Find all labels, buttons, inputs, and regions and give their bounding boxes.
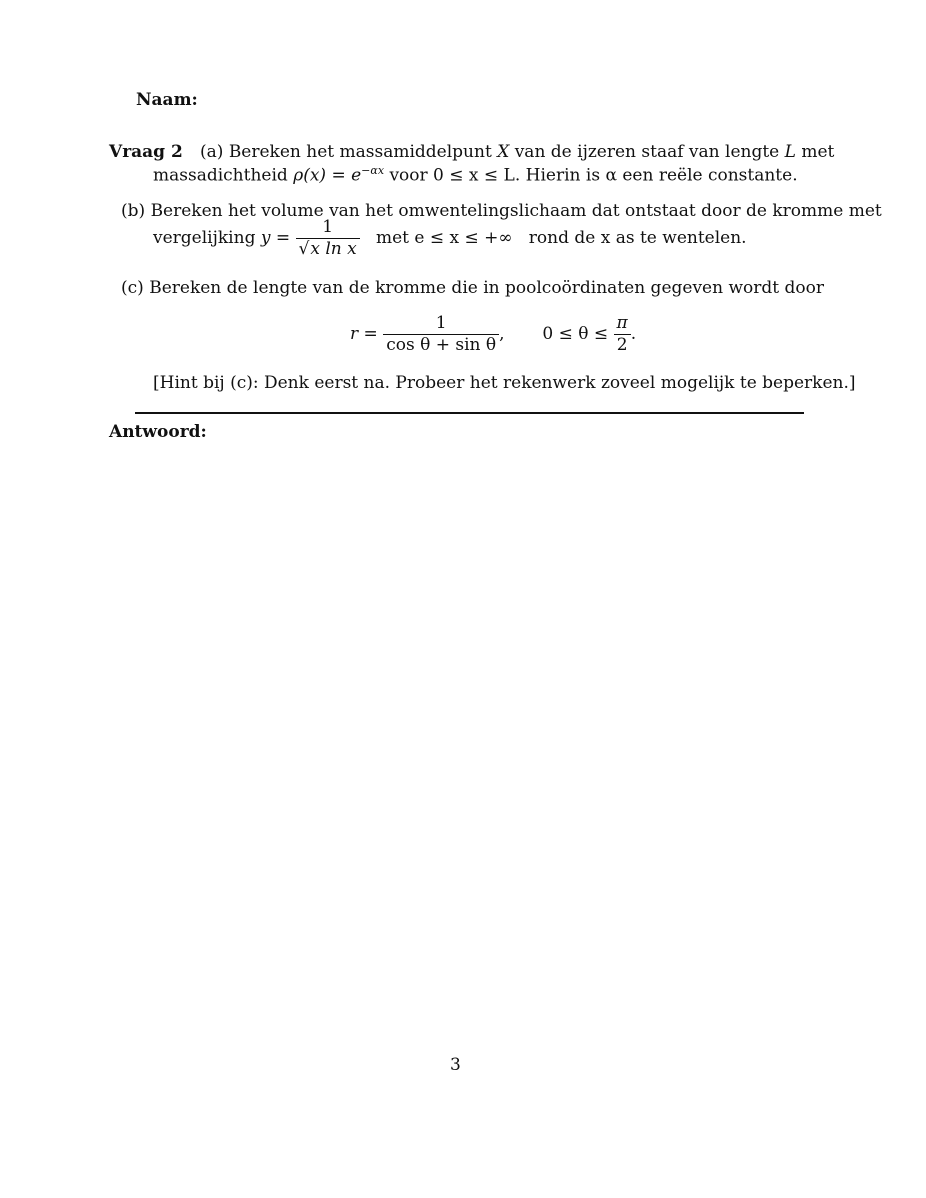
density-formula: ρ(x) = e: [293, 165, 362, 186]
part-c-fraction: $\frac{1}{\text{cos θ + sin θ}}$: [383, 314, 499, 355]
density-exponent: −αx: [361, 164, 385, 177]
part-c-marker: (c): [121, 278, 144, 298]
question-label: Vraag 2: [109, 142, 183, 162]
answer-label: Antwoord:: [109, 422, 207, 442]
part-b-line2: vergelijking y = $\frac{1}{\text{√x ln x}}$ met e ≤ x ≤ +∞ rond de x as te wentelen.: [153, 217, 747, 259]
part-a-line1: (a) Bereken het massamiddelpunt X van de ijzeren staaf van lengte L met: [200, 142, 835, 162]
part-b-marker: (b): [121, 201, 146, 221]
page-number: 3: [450, 1055, 461, 1075]
part-b-line1: (b) Bereken het volume van het omwentelingslichaam dat ontstaat door de kromme met: [121, 201, 882, 221]
divider-line: [135, 412, 804, 414]
name-label: Naam:: [136, 90, 198, 110]
part-c-equation: r = $\frac{1}{\text{cos θ + sin θ}}$ , 0 ≤ θ ≤ $\frac{\pi}{2}$ .: [350, 313, 637, 355]
part-c-line1: (c) Bereken de lengte van de kromme die in poolcoördinaten gegeven wordt door: [121, 278, 824, 298]
part-a-line2: massadichtheid $\rho(x) = e^{-\alpha x}$ voor 0 ≤ x ≤ L. Hierin is α een reële constante.: [153, 164, 798, 186]
pi-over-two: $\frac{\pi}{2}$: [614, 314, 631, 355]
part-b-fraction: $\frac{1}{\text{√x ln x}}$: [296, 218, 360, 259]
hint-text: [Hint bij (c): Denk eerst na. Probeer het rekenwerk zoveel mogelijk te beperken.]: [153, 373, 856, 393]
part-a-marker: (a): [200, 142, 224, 162]
